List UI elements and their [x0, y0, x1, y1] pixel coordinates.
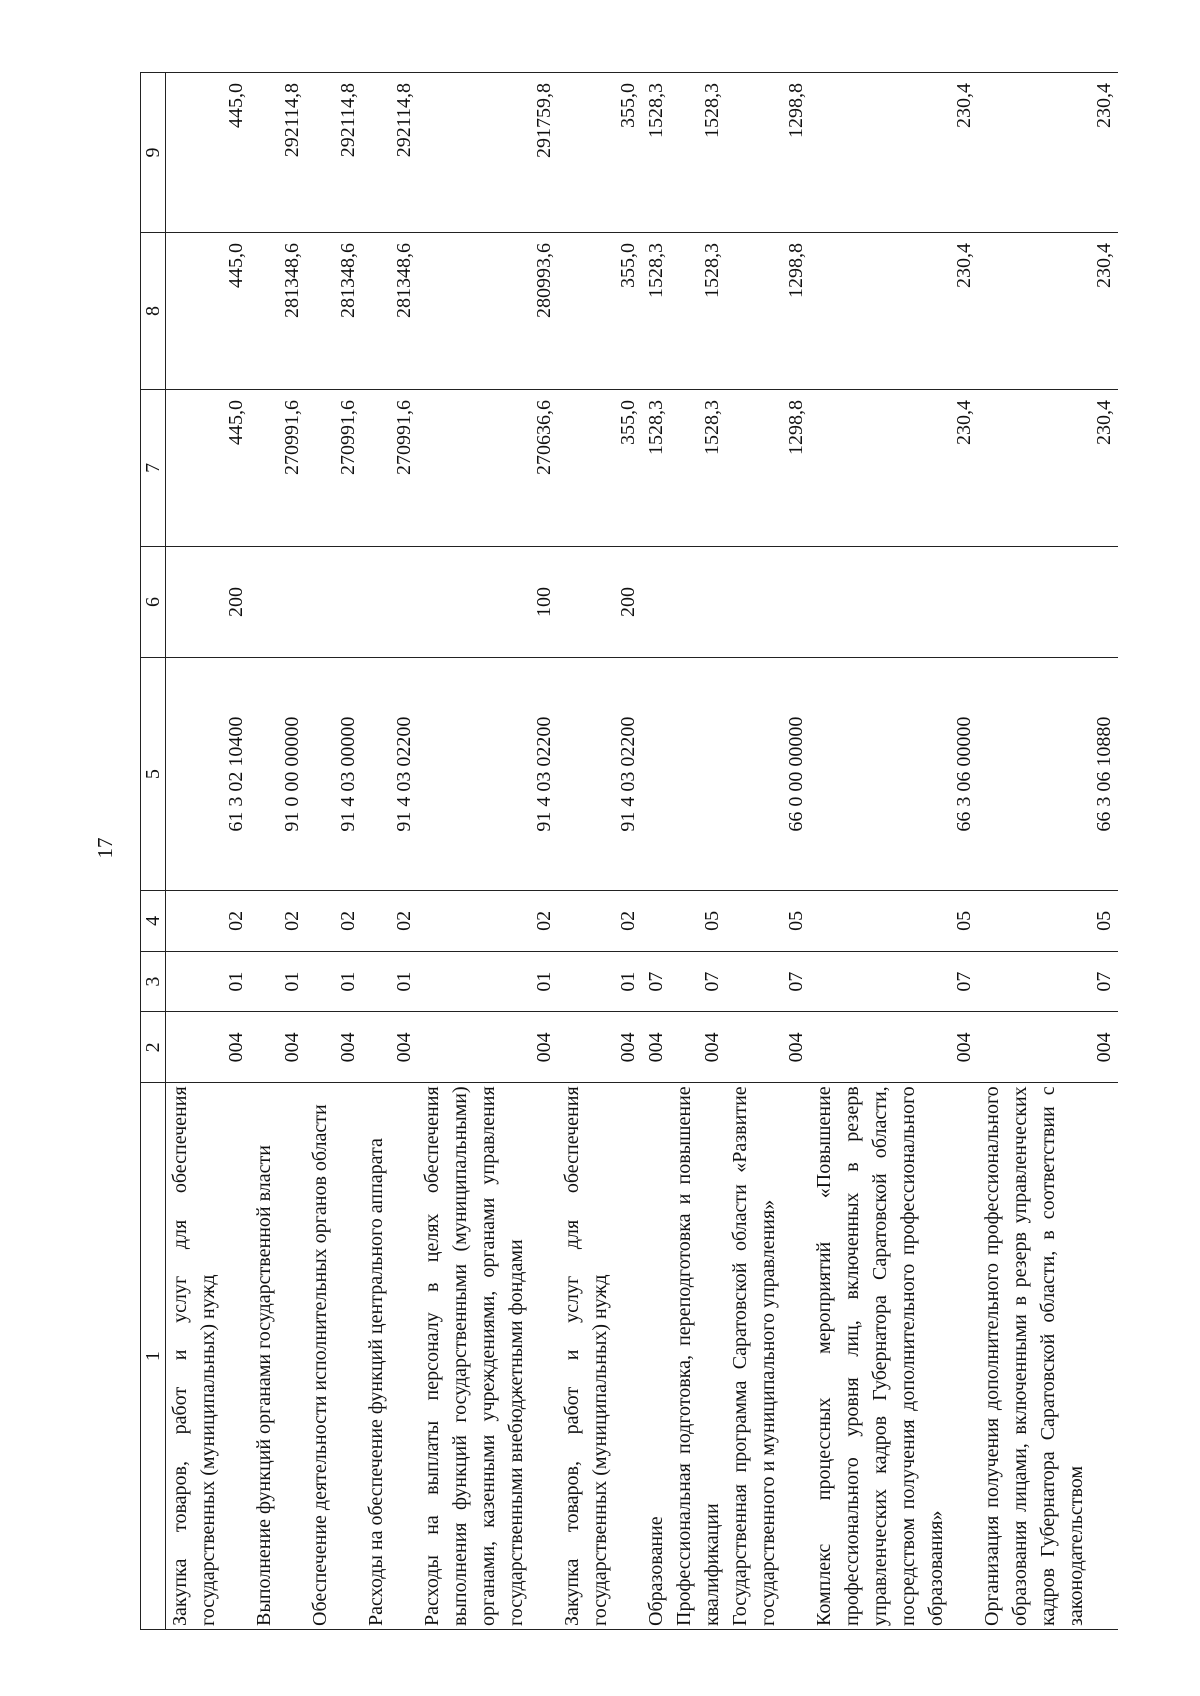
row-cell-col-8: [166, 233, 251, 390]
cell-value: 05: [701, 910, 723, 931]
cell-value: 280993,6: [533, 243, 555, 319]
row-cell-col-9: [306, 73, 362, 233]
cell-value: 91 0 00 00000: [281, 716, 303, 832]
row-cell-col-3: [642, 951, 670, 1012]
column-header-3: 3: [141, 951, 166, 1012]
cell-value: 445,0: [225, 243, 247, 289]
row-cell-col-6: [670, 546, 726, 657]
row-cell-col-6: [418, 546, 558, 657]
cell-value: 1528,3: [645, 243, 667, 299]
cell-value: 004: [701, 1032, 723, 1063]
cell-value: 230,4: [953, 243, 975, 289]
row-name-cell: Закупка товаров, работ и услуг для обеспечения государственных (муниципальных) нужд: [558, 1083, 642, 1630]
cell-value: 01: [533, 971, 555, 992]
cell-value: 004: [533, 1032, 555, 1063]
row-name-cell: Организация получения дополнительного профессионального образования лицами, включенными в резерв управленческих кадров Губернатора Саратовской области, в соответствии с законодательством: [978, 1083, 1118, 1630]
cell-value: 1298,8: [785, 399, 807, 455]
cell-value: [670, 664, 698, 884]
row-name-cell: Расходы на выплаты персоналу в целях обеспечения выполнения функций государственными (муниципальными) органами, казенными учреждениями, органами управления государственными внебюджетными фондами: [418, 1083, 558, 1630]
budget-table: [140, 72, 1118, 1630]
row-cell-col-7: [642, 389, 670, 546]
table-row: [166, 73, 251, 1630]
cell-value: 02: [533, 910, 555, 931]
row-cell-col-9: [642, 73, 670, 233]
column-header-8: 8: [141, 233, 166, 390]
table-row: [726, 73, 810, 1630]
row-cell-col-5: [306, 658, 362, 891]
cell-value: 1528,3: [701, 399, 723, 455]
table-body: [166, 73, 1119, 1630]
cell-value: [306, 553, 334, 651]
cell-value: 270991,6: [281, 399, 303, 475]
row-cell-col-3: [978, 951, 1118, 1012]
row-cell-col-4: [418, 891, 558, 952]
table-row: [558, 73, 642, 1630]
row-cell-col-7: [558, 389, 642, 546]
cell-value: 004: [281, 1032, 303, 1063]
column-number-row: [141, 73, 166, 1630]
row-cell-col-4: [166, 891, 251, 952]
table-row: [642, 73, 670, 1630]
cell-value: 004: [953, 1032, 975, 1063]
cell-value: 01: [617, 971, 639, 992]
column-header-4: 4: [141, 891, 166, 952]
row-cell-col-9: [250, 73, 306, 233]
cell-value: 355,0: [617, 243, 639, 289]
column-header-2: 2: [141, 1012, 166, 1083]
row-cell-col-3: [726, 951, 810, 1012]
cell-value: 02: [225, 910, 247, 931]
row-cell-col-8: [642, 233, 670, 390]
cell-value: 270991,6: [337, 399, 359, 475]
cell-value: [250, 553, 278, 651]
row-cell-col-8: [670, 233, 726, 390]
row-cell-col-2: [642, 1012, 670, 1083]
row-cell-col-4: [670, 891, 726, 952]
cell-value: 004: [393, 1032, 415, 1063]
row-cell-col-3: [418, 951, 558, 1012]
row-cell-col-2: [306, 1012, 362, 1083]
cell-value: [726, 553, 782, 651]
cell-value: 1528,3: [701, 83, 723, 138]
cell-value: 281348,6: [281, 243, 303, 319]
row-cell-col-6: [306, 546, 362, 657]
cell-value: 66 0 00 00000: [785, 716, 807, 832]
cell-value: 1298,8: [785, 243, 807, 299]
row-cell-col-5: [978, 658, 1118, 891]
cell-value: [670, 553, 698, 651]
row-cell-col-3: [362, 951, 418, 1012]
row-cell-col-4: [642, 891, 670, 952]
row-cell-col-6: [362, 546, 418, 657]
row-cell-col-3: [670, 951, 726, 1012]
row-cell-col-2: [362, 1012, 418, 1083]
cell-value: 01: [393, 971, 415, 992]
row-cell-col-3: [306, 951, 362, 1012]
cell-value: 004: [617, 1032, 639, 1063]
cell-value: 355,0: [617, 399, 639, 445]
cell-value: 05: [785, 910, 807, 931]
column-header-5: 5: [141, 658, 166, 891]
table-row: [250, 73, 306, 1630]
row-cell-col-6: [642, 546, 670, 657]
cell-value: 1528,3: [701, 243, 723, 299]
row-cell-col-7: [418, 389, 558, 546]
row-name-cell: Закупка товаров, работ и услуг для обеспечения государственных (муниципальных) нужд: [166, 1083, 251, 1630]
row-cell-col-9: [418, 73, 558, 233]
row-cell-col-9: [558, 73, 642, 233]
row-cell-col-6: [166, 546, 251, 657]
cell-value: 292114,8: [281, 83, 303, 158]
row-name-cell: Расходы на обеспечение функций центрального аппарата: [362, 1083, 418, 1630]
row-cell-col-8: [418, 233, 558, 390]
row-cell-col-2: [810, 1012, 978, 1083]
cell-value: 61 3 02 10400: [225, 716, 247, 832]
cell-value: 07: [701, 971, 723, 992]
row-cell-col-5: [558, 658, 642, 891]
cell-value: 07: [1093, 971, 1115, 992]
cell-value: 05: [1093, 910, 1115, 931]
cell-value: 230,4: [1093, 83, 1115, 128]
table-row: [810, 73, 978, 1630]
cell-value: 230,4: [953, 399, 975, 445]
cell-value: 270991,6: [393, 399, 415, 475]
row-name-cell: Обеспечение деятельности исполнительных органов области: [306, 1083, 362, 1630]
table-row: [978, 73, 1118, 1630]
cell-value: 100: [533, 587, 555, 618]
cell-value: 004: [645, 1032, 667, 1063]
row-cell-col-2: [418, 1012, 558, 1083]
cell-value: 291759,8: [533, 83, 555, 158]
row-cell-col-9: [166, 73, 251, 233]
row-cell-col-6: [978, 546, 1118, 657]
table-header: [141, 73, 166, 1630]
row-cell-col-2: [558, 1012, 642, 1083]
row-cell-col-6: [250, 546, 306, 657]
row-cell-col-4: [726, 891, 810, 952]
row-cell-col-7: [362, 389, 418, 546]
cell-value: 02: [617, 910, 639, 931]
cell-value: 66 3 06 00000: [953, 716, 975, 832]
rotated-page-content: [140, 72, 1170, 1630]
cell-value: 270636,6: [533, 399, 555, 475]
cell-value: [362, 553, 390, 651]
row-cell-col-9: [362, 73, 418, 233]
row-cell-col-6: [810, 546, 978, 657]
cell-value: 292114,8: [337, 83, 359, 158]
cell-value: 91 4 03 02200: [533, 716, 555, 832]
row-cell-col-2: [726, 1012, 810, 1083]
page-number: 17: [93, 837, 117, 859]
cell-value: 445,0: [225, 83, 247, 128]
cell-value: 230,4: [1093, 243, 1115, 289]
row-cell-col-6: [726, 546, 810, 657]
row-cell-col-5: [726, 658, 810, 891]
row-cell-col-3: [166, 951, 251, 1012]
cell-value: 200: [617, 587, 639, 618]
row-cell-col-5: [642, 658, 670, 891]
cell-value: 1298,8: [785, 83, 807, 138]
row-cell-col-4: [306, 891, 362, 952]
row-cell-col-8: [362, 233, 418, 390]
cell-value: 230,4: [953, 83, 975, 128]
row-cell-col-7: [726, 389, 810, 546]
cell-value: 02: [281, 910, 303, 931]
row-cell-col-8: [810, 233, 978, 390]
row-cell-col-2: [670, 1012, 726, 1083]
cell-value: 05: [953, 910, 975, 931]
cell-value: 91 4 03 02200: [393, 716, 415, 832]
cell-value: 004: [785, 1032, 807, 1063]
row-cell-col-8: [558, 233, 642, 390]
row-name-cell: Выполнение функций органами государственной власти: [250, 1083, 306, 1630]
row-cell-col-4: [362, 891, 418, 952]
table-row: [306, 73, 362, 1630]
row-cell-col-7: [306, 389, 362, 546]
row-cell-col-8: [978, 233, 1118, 390]
cell-value: 91 4 03 02200: [617, 716, 639, 832]
cell-value: 281348,6: [337, 243, 359, 319]
row-name-cell: Профессиональная подготовка, переподготовка и повышение квалификации: [670, 1083, 726, 1630]
row-cell-col-9: [810, 73, 978, 233]
row-cell-col-2: [166, 1012, 251, 1083]
cell-value: 292114,8: [393, 83, 415, 158]
cell-value: 02: [393, 910, 415, 931]
cell-value: 004: [337, 1032, 359, 1063]
cell-value: 91 4 03 00000: [337, 716, 359, 832]
row-cell-col-4: [250, 891, 306, 952]
row-cell-col-5: [250, 658, 306, 891]
row-cell-col-8: [250, 233, 306, 390]
row-cell-col-9: [670, 73, 726, 233]
row-cell-col-5: [166, 658, 251, 891]
row-cell-col-2: [250, 1012, 306, 1083]
column-header-6: 6: [141, 546, 166, 657]
cell-value: [810, 553, 950, 651]
table-row: [362, 73, 418, 1630]
cell-value: [978, 553, 1090, 651]
row-cell-col-3: [250, 951, 306, 1012]
row-cell-col-2: [978, 1012, 1118, 1083]
cell-value: 1528,3: [645, 399, 667, 455]
table-row: [670, 73, 726, 1630]
row-cell-col-6: [558, 546, 642, 657]
table-row: [418, 73, 558, 1630]
cell-value: 200: [225, 587, 247, 618]
cell-value: 07: [785, 971, 807, 992]
row-cell-col-3: [810, 951, 978, 1012]
cell-value: 07: [953, 971, 975, 992]
cell-value: 01: [337, 971, 359, 992]
row-cell-col-8: [726, 233, 810, 390]
cell-value: 01: [281, 971, 303, 992]
cell-value: 230,4: [1093, 399, 1115, 445]
row-cell-col-8: [306, 233, 362, 390]
row-cell-col-5: [362, 658, 418, 891]
row-cell-col-4: [810, 891, 978, 952]
cell-value: 355,0: [617, 83, 639, 128]
row-cell-col-7: [670, 389, 726, 546]
cell-value: 004: [225, 1032, 247, 1063]
row-name-cell: Комплекс процессных мероприятий «Повышение профессионального уровня лиц, включенных в резерв управленческих кадров Губернатора Саратовской области, посредством получения дополнительного профессионального образования»: [810, 1083, 978, 1630]
row-cell-col-5: [810, 658, 978, 891]
row-cell-col-9: [978, 73, 1118, 233]
row-cell-col-4: [558, 891, 642, 952]
column-header-7: 7: [141, 389, 166, 546]
column-header-1: 1: [141, 1083, 166, 1630]
row-cell-col-5: [670, 658, 726, 891]
row-cell-col-3: [558, 951, 642, 1012]
row-name-cell: Образование: [642, 1083, 670, 1630]
row-name-cell: Государственная программа Саратовской области «Развитие государственного и муниципального управления»: [726, 1083, 810, 1630]
row-cell-col-7: [166, 389, 251, 546]
cell-value: 445,0: [225, 399, 247, 445]
row-cell-col-5: [418, 658, 558, 891]
row-cell-col-7: [250, 389, 306, 546]
row-cell-col-9: [726, 73, 810, 233]
cell-value: 66 3 06 10880: [1093, 716, 1115, 832]
cell-value: 1528,3: [645, 83, 667, 138]
column-header-9: 9: [141, 73, 166, 233]
row-cell-col-4: [978, 891, 1118, 952]
cell-value: 01: [225, 971, 247, 992]
cell-value: 07: [645, 971, 667, 992]
cell-value: 02: [337, 910, 359, 931]
row-cell-col-7: [978, 389, 1118, 546]
row-cell-col-7: [810, 389, 978, 546]
cell-value: 281348,6: [393, 243, 415, 319]
cell-value: 004: [1093, 1032, 1115, 1063]
